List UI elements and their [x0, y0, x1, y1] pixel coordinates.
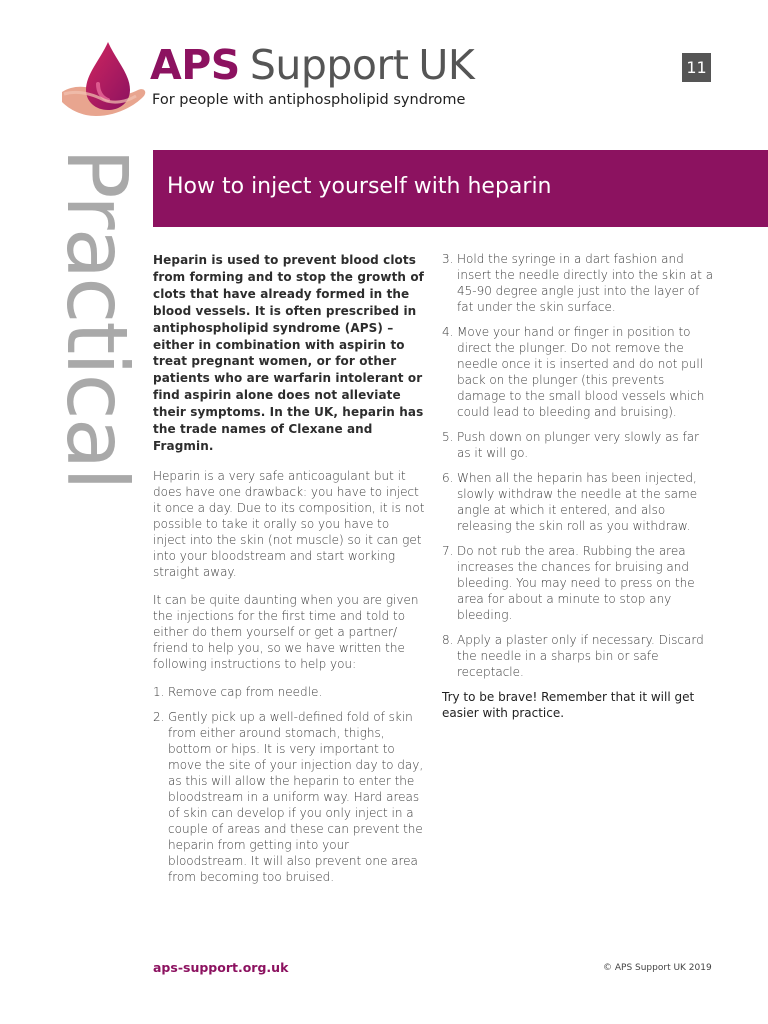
steps-list: [153, 684, 425, 885]
page-number-badge: 11: [682, 53, 711, 82]
brand-uk: UK: [418, 41, 475, 89]
step-text: Do not rub the area. Rubbing the area increases the chances for bruising and bleeding. You may need to press on the area for about a minute to stop any bleeding.: [457, 544, 695, 622]
intro-paragraph: Heparin is used to prevent blood clots from forming and to stop the growth of clots that have already formed in the blood vessels. It is often prescribed in antiphospholipid syndrome (APS) – either in combination with aspirin to treat pregnant women, or for other patients who are warfarin intolerant or find aspirin alone does not alleviate their symptoms. In the UK, heparin has the trade names of Clexane and Fragmin.: [153, 253, 424, 453]
step-number: 4.: [442, 325, 454, 339]
page-title: How to inject yourself with heparin: [167, 174, 552, 199]
list-item: [153, 709, 425, 885]
body-paragraph: It can be quite daunting when you are given the injections for the first time and told to either do them yourself or get a partner/ friend to help you, so we have written the following instructions to help you:: [153, 592, 419, 671]
steps-list: [442, 251, 714, 680]
closing-note: Try to be brave! Remember that it will get easier with practice.: [442, 690, 695, 720]
list-item: [442, 470, 714, 534]
step-number: 5.: [442, 430, 454, 444]
step-number: 8.: [442, 633, 454, 647]
footer-website-link[interactable]: aps-support.org.uk: [153, 960, 289, 975]
step-text: Move your hand or finger in position to direct the plunger. Do not remove the needle once it is inserted and do not pull back on the plunger (this prevents damage to the small blood vessels which could lead to bleeding and bruising).: [457, 325, 705, 419]
step-text: Gently pick up a well-defined fold of skin from either around stomach, thighs, bottom or hips. It is very important to move the site of your injection day to day, as this will allow the heparin to enter the bloodstream in a uniform way. Hard areas of skin can develop if you only inject in a couple of areas and these can prevent the heparin from getting into your bloodstream. It will also prevent one area from becoming too bruised.: [168, 709, 424, 884]
list-item: [153, 684, 425, 700]
footer-copyright: © APS Support UK 2019: [603, 963, 712, 973]
step-number: 7.: [442, 544, 454, 558]
side-label-text: Practical: [48, 148, 146, 489]
list-item: [442, 429, 714, 461]
step-number: 3.: [442, 252, 454, 266]
list-item: [442, 251, 714, 315]
list-item: [442, 632, 714, 680]
brand-wordmark: [150, 38, 474, 92]
brand-support: Support: [249, 41, 409, 89]
step-text: When all the heparin has been injected, slowly withdraw the needle at the same angle at which it entered, and also releasing the skin roll as you withdraw.: [457, 471, 698, 533]
step-text: Push down on plunger very slowly as far as it will go.: [457, 430, 700, 460]
brand-tagline: For people with antiphospholipid syndrome: [152, 92, 466, 108]
step-text: Hold the syringe in a dart fashion and insert the needle directly into the skin at a 45-90 degree angle just into the layer of fat under the skin surface.: [457, 252, 714, 314]
brand-aps: APS: [150, 41, 240, 89]
list-item: [442, 324, 714, 420]
step-text: Remove cap from needle.: [168, 684, 323, 699]
right-column: [442, 251, 714, 733]
section-side-label: [48, 148, 146, 548]
left-column: [153, 252, 425, 894]
blood-drop-hand-logo-icon: [60, 40, 150, 122]
step-number: 2.: [153, 709, 165, 724]
title-banner: [153, 150, 768, 227]
body-paragraph: Heparin is a very safe anticoagulant but it does have one drawback: you have to inject it once a day. Due to its composition, it is not possible to take it orally so you have to inject into the skin (not muscle) so it can get into your bloodstream and start working straight away.: [153, 468, 425, 579]
step-number: 1.: [153, 684, 165, 699]
list-item: [442, 543, 714, 623]
step-number: 6.: [442, 471, 454, 485]
step-text: Apply a plaster only if necessary. Discard the needle in a sharps bin or safe receptacle.: [457, 633, 704, 679]
